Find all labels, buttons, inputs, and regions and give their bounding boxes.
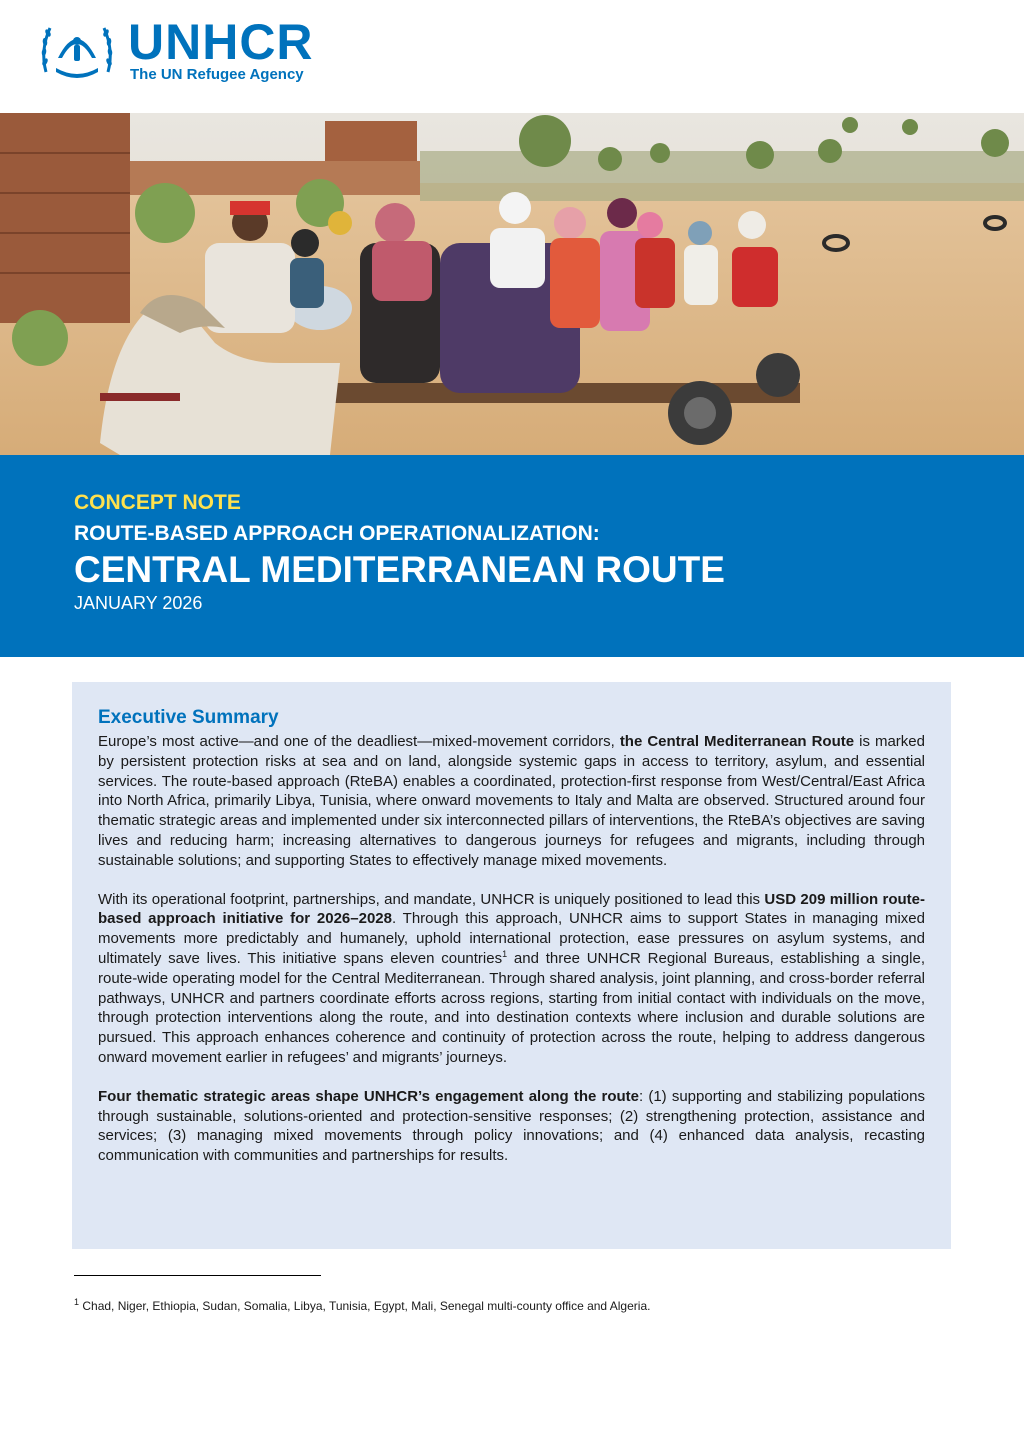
- footnote-divider: [74, 1275, 321, 1276]
- unhcr-logo: [36, 14, 336, 86]
- concept-note-label: CONCEPT NOTE: [74, 491, 241, 514]
- p3-text-b: : (1) supporting and stabilizing populations through sustainable, solutions-oriented and protection-sensitive responses; (2) strengthening protection, assistance and services; (3) managing mixed movements through policy innovations; and (4) enhanced data analysis, recasting communication with communities and partnerships for results.: [98, 1087, 925, 1165]
- cover-photo: [0, 113, 1024, 455]
- unhcr-emblem-icon: [36, 14, 118, 84]
- executive-summary-heading: Executive Summary: [98, 707, 279, 728]
- summary-paragraph-2: [98, 890, 925, 1068]
- document-title: CENTRAL MEDITERRANEAN ROUTE: [74, 549, 725, 590]
- summary-paragraph-3: [98, 1087, 925, 1166]
- p1-text-a: Europe’s most active—and one of the deadliest—mixed-movement corridors,: [98, 733, 620, 750]
- p2-bold: USD 209 million route-based approach initiative for 2026–2028: [98, 890, 925, 928]
- document-subtitle: ROUTE-BASED APPROACH OPERATIONALIZATION:: [74, 522, 600, 545]
- logo-tagline: The UN Refugee Agency: [130, 66, 304, 83]
- footnote-ref: 1: [502, 948, 508, 959]
- p1-text-c: is marked by persistent protection risks at sea and on land, alongside systemic gaps in access to territory, asylum, and essential services. The route-based approach (RteBA) enables a coordinated, protection-first response from West/Central/East Africa into North Africa, primarily Libya, Tunisia, where onward movements to Italy and Malta are observed. Structured around four thematic strategic areas and implemented under six interconnected pillars of interventions, the RteBA’s objectives are saving lives and reducing harm; increasing alternatives to dangerous journeys for refugees and migrants, including through sustainable solutions; and supporting States to effectively manage mixed movements.: [98, 733, 925, 869]
- executive-summary-body: [98, 732, 925, 1185]
- p3-bold: Four thematic strategic areas shape UNHCR’s engagement along the route: [98, 1087, 640, 1105]
- p2-text-a: With its operational footprint, partnerships, and mandate, UNHCR is uniquely positioned to lead this: [98, 890, 765, 908]
- p2-text-d: and three UNHCR Regional Bureaus, establishing a single, route-wide operating model for the Central Mediterranean. Through shared analysis, joint planning, and cross-border referral pathways, UNHCR and partners coordinate efforts across regions, starting from initial contact with individuals on the move, through protection interventions along the route, and into destination contexts where inclusion and durable solutions are pursued. This approach enhances coherence and continuity of protection across the route, helping to address dangerous onward movement earlier in refugees’ and migrants’ journeys.: [98, 949, 925, 1066]
- p2-text-c: . Through this approach, UNHCR aims to support States in managing mixed movements more predictably and humanely, uphold international protection, ease pressures on asylum systems, and ultimately save lives. This initiative spans eleven countries: [98, 910, 925, 967]
- footnote: [74, 1299, 650, 1313]
- footnote-text: Chad, Niger, Ethiopia, Sudan, Somalia, Libya, Tunisia, Egypt, Mali, Senegal multi-county office and Algeria.: [79, 1299, 651, 1313]
- footnote-marker: 1: [74, 1297, 80, 1307]
- logo-wordmark: UNHCR: [128, 14, 314, 70]
- executive-summary-box: [72, 682, 951, 1249]
- p1-bold: the Central Mediterranean Route: [619, 733, 855, 750]
- document-date: JANUARY 2026: [74, 593, 203, 613]
- summary-paragraph-1: [98, 732, 925, 871]
